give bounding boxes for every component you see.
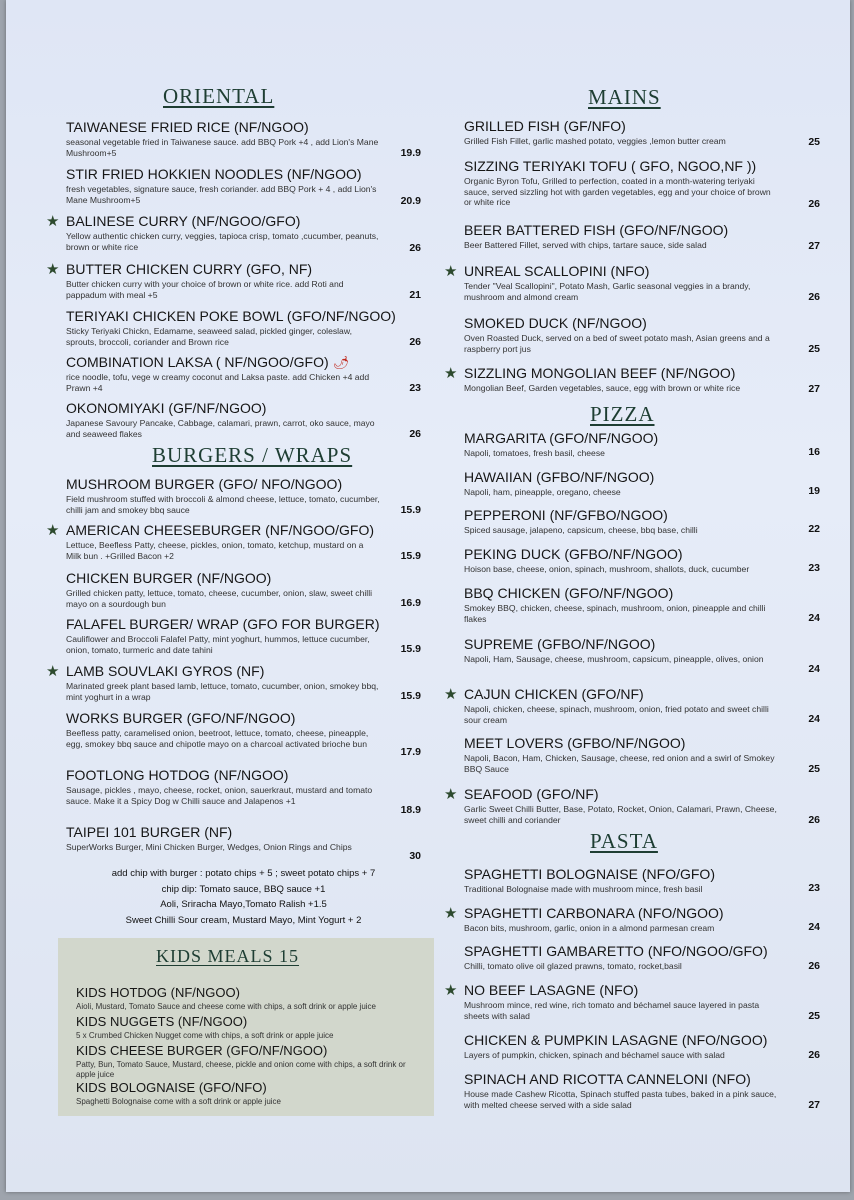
item-description: Field mushroom stuffed with broccoli & almond cheese, lettuce, tomato, cucumber, chilli jam and smokey bbq sauce <box>66 494 380 515</box>
item-name: HAWAIIAN (GFBO/NF/NGOO) <box>464 469 655 485</box>
item-name: SMOKED DUCK (NF/NGOO) <box>464 315 647 331</box>
item-price: 26 <box>808 960 820 972</box>
menu-item <box>46 213 421 254</box>
item-price: 16.9 <box>400 597 421 609</box>
item-name: SIZZING TERIYAKI TOFU ( GFO, NGOO,NF )) <box>464 158 757 174</box>
menu-item <box>464 469 820 497</box>
item-price: 23 <box>409 382 421 394</box>
item-price: 27 <box>808 1099 820 1111</box>
star-icon: ★ <box>444 905 458 922</box>
item-name: LAMB SOUVLAKI GYROS (NF) <box>66 663 265 679</box>
item-description: Napoli, tomatoes, fresh basil, cheese <box>464 448 605 458</box>
item-name: SPINACH AND RICOTTA CANNELONI (NFO) <box>464 1071 751 1087</box>
menu-item <box>444 686 820 725</box>
menu-item <box>46 522 421 562</box>
item-name: MARGARITA (GFO/NF/NGOO) <box>464 430 659 446</box>
star-icon: ★ <box>46 663 60 680</box>
item-price: 16 <box>808 446 820 458</box>
item-description: Tender "Veal Scallopini", Potato Mash, Garlic seasonal veggies in a brandy, mushroom and almond cream <box>464 281 751 302</box>
menu-item <box>444 263 820 303</box>
star-icon: ★ <box>46 261 60 278</box>
menu-item <box>66 710 421 758</box>
menu-item <box>464 636 820 675</box>
menu-page <box>6 0 850 1192</box>
menu-item <box>444 982 820 1022</box>
item-name: CAJUN CHICKEN (GFO/NF) <box>464 686 644 702</box>
menu-item <box>464 158 820 210</box>
pasta-heading: PASTA <box>590 829 658 853</box>
menu-item <box>464 1032 820 1061</box>
addons-line: add chip with burger : potato chips + 5 ; sweet potato chips + 7 <box>111 868 376 879</box>
menu-item <box>66 616 421 655</box>
item-name: UNREAL SCALLOPINI (NFO) <box>464 263 650 279</box>
addons-note <box>66 866 421 928</box>
item-price: 26 <box>808 1049 820 1061</box>
item-price: 24 <box>808 713 820 725</box>
item-description: Layers of pumpkin, chicken, spinach and béchamel sauce with salad <box>464 1050 725 1060</box>
item-description: Napoli, ham, pineapple, oregano, cheese <box>464 487 621 497</box>
menu-item <box>66 308 421 348</box>
menu-item <box>66 166 421 207</box>
item-price: 15.9 <box>400 504 421 516</box>
item-price: 18.9 <box>400 804 421 816</box>
item-price: 15.9 <box>400 643 421 655</box>
item-price: 20.9 <box>400 195 421 207</box>
kids-meals-box <box>58 938 434 1116</box>
item-description: Garlic Sweet Chilli Butter, Base, Potato, Rocket, Onion, Calamari, Prawn, Cheese, sweet chilli and coriander <box>464 804 777 825</box>
menu-item <box>444 905 820 933</box>
item-description: Spiced sausage, jalapeno, capsicum, cheese, bbq base, chilli <box>464 525 698 535</box>
oriental-heading: ORIENTAL <box>163 84 275 108</box>
item-name: KIDS NUGGETS (NF/NGOO) <box>76 1014 248 1029</box>
item-name: MEET LOVERS (GFBO/NF/NGOO) <box>464 735 686 751</box>
chili-icon: 🌶 <box>332 355 350 370</box>
item-description: Cauliflower and Broccoli Falafel Patty, mint yoghurt, hummos, lettuce cucumber, onion, tomato, turmeric and date tahini <box>66 634 370 655</box>
item-description: Spaghetti Bolognaise come with a soft drink or apple juice <box>76 1097 282 1106</box>
item-description: Grilled chicken patty, lettuce, tomato, cheese, cucumber, onion, slaw, sweet chilli mayo on a sourdough bun <box>66 588 373 609</box>
menu-item <box>464 943 820 972</box>
item-description: Organic Byron Tofu, Grilled to perfection, coated in a month-watering teriyaki sauce, served sizzling hot with garden vegetables, egg and your choice of brown or white rice <box>464 176 771 207</box>
item-name: CHICKEN & PUMPKIN LASAGNE (NFO/NGOO) <box>464 1032 768 1048</box>
item-description: Butter chicken curry with your choice of brown or white rice. add Roti and pappadum with meal +5 <box>66 279 344 300</box>
item-price: 25 <box>808 136 820 148</box>
item-price: 26 <box>808 291 820 303</box>
addons-line: chip dip: Tomato sauce, BBQ sauce +1 <box>161 883 326 895</box>
item-name: AMERICAN CHEESEBURGER (NF/NGOO/GFO) <box>66 522 375 538</box>
kids-item <box>76 1079 426 1107</box>
item-description: Sausage, pickles , mayo, cheese, rocket, onion, sauerkraut, mustard and tomato sauce. Make it a Spicy Dog w Chilli sauce and Jalapenos +1 <box>66 785 373 806</box>
menu-item <box>464 507 820 535</box>
item-name: SEAFOOD (GFO/NF) <box>464 786 599 802</box>
item-price: 23 <box>808 882 820 894</box>
item-name: SPAGHETTI CARBONARA (NFO/NGOO) <box>464 905 724 921</box>
item-price: 26 <box>409 336 421 348</box>
item-price: 24 <box>808 663 820 675</box>
star-icon: ★ <box>444 263 458 280</box>
item-description: Yellow authentic chicken curry, veggies, tapioca crisp, tomato ,cucumber, peanuts, brown or white rice <box>66 231 379 252</box>
item-name: KIDS HOTDOG (NF/NGOO) <box>76 985 240 1000</box>
item-name: MUSHROOM BURGER (GFO/ NFO/NGOO) <box>66 476 343 492</box>
item-name: NO BEEF LASAGNE (NFO) <box>464 982 639 998</box>
item-name: BBQ CHICKEN (GFO/NF/NGOO) <box>464 585 674 601</box>
item-price: 21 <box>409 289 421 301</box>
item-price: 22 <box>808 523 820 535</box>
star-icon: ★ <box>46 213 60 230</box>
item-description: 5 x Crumbed Chicken Nugget come with chips, a soft drink or apple juice <box>76 1031 334 1040</box>
item-name: PEKING DUCK (GFBO/NF/NGOO) <box>464 546 683 562</box>
item-description: Sticky Teriyaki Chickn, Edamame, seaweed salad, pickled ginger, coleslaw, sprouts, broccoli, coriander and Brown rice <box>66 326 352 347</box>
menu-item <box>464 1071 820 1111</box>
item-description: Napoli, Bacon, Ham, Chicken, Sausage, cheese, red onion and a swirl of Smokey BBQ Sauce <box>464 753 775 774</box>
item-description: SuperWorks Burger, Mini Chicken Burger, Wedges, Onion Rings and Chips <box>66 842 352 852</box>
item-price: 27 <box>808 240 820 252</box>
item-description: Traditional Bolognaise made with mushroom mince, fresh basil <box>464 884 703 894</box>
addons-line: Aoli, Sriracha Mayo,Tomato Ralish +1.5 <box>160 899 327 910</box>
item-description: seasonal vegetable fried in Taiwanese sauce. add BBQ Pork +4 , add Lion's Mane Mushroom+5 <box>66 137 379 158</box>
kids-item <box>76 984 426 1012</box>
menu-item <box>464 430 820 458</box>
item-description: Napoli, Ham, Sausage, cheese, mushroom, capsicum, pineapple, olives, onion <box>464 654 764 664</box>
item-name: TAIPEI 101 BURGER (NF) <box>66 824 233 840</box>
item-description: Beefless patty, caramelised onion, beetroot, lettuce, tomato, cheese, pineapple, egg, smokey bbq sauce and chipotle mayo on a charcoal activated brioche bun <box>66 728 369 749</box>
menu-item <box>66 824 421 862</box>
item-name: SUPREME (GFBO/NF/NGOO) <box>464 636 656 652</box>
item-price: 26 <box>808 814 820 826</box>
item-description: rice noodle, tofu, vege w creamy coconut and Laksa paste. add Chicken +4 add Prawn +4 <box>66 372 370 393</box>
item-name <box>66 354 421 371</box>
mains-heading: MAINS <box>588 85 661 109</box>
menu-item <box>464 735 820 775</box>
item-name: TERIYAKI CHICKEN POKE BOWL (GFO/NF/NGOO) <box>66 308 396 324</box>
menu-item <box>464 546 820 574</box>
item-name: SPAGHETTI GAMBARETTO (NFO/NGOO/GFO) <box>464 943 768 959</box>
item-name: BALINESE CURRY (NF/NGOO/GFO) <box>66 213 301 229</box>
item-description: Marinated greek plant based lamb, lettuce, tomato, cucumber, onion, smokey bbq, mint yoghurt in a wrap <box>66 681 379 702</box>
item-name-text: COMBINATION LAKSA ( NF/NGOO/GFO) <box>66 354 329 370</box>
item-name: PEPPERONI (NF/GFBO/NGOO) <box>464 507 668 523</box>
item-description: Mushroom mince, red wine, rich tomato and béchamel sauce layered in pasta sheets with salad <box>464 1000 760 1021</box>
item-description: House made Cashew Ricotta, Spinach stuffed pasta tubes, baked in a pink sauce, with melted cheese served with a side salad <box>464 1089 777 1110</box>
menu-item <box>66 354 421 394</box>
item-description: Lettuce, Beefless Patty, cheese, pickles, onion, tomato, ketchup, mustard on a Milk bun . +Grilled Bacon +2 <box>66 540 364 561</box>
kids-item <box>76 1013 426 1041</box>
item-price: 15.9 <box>400 690 421 702</box>
item-description: Beer Battered Fillet, served with chips, tartare sauce, side salad <box>464 240 707 250</box>
item-price: 27 <box>808 383 820 395</box>
kids-item <box>76 1042 426 1079</box>
item-description: Oven Roasted Duck, served on a bed of sweet potato mash, Asian greens and a raspberry port jus <box>464 333 770 354</box>
kids-heading: KIDS MEALS 15 <box>156 946 300 966</box>
menu-item <box>464 118 820 148</box>
item-name: FALAFEL BURGER/ WRAP (GFO FOR BURGER) <box>66 616 380 632</box>
item-name: TAIWANESE FRIED RICE (NF/NGOO) <box>66 119 309 135</box>
menu-item <box>464 585 820 624</box>
item-description: Mongolian Beef, Garden vegetables, sauce, egg with brown or white rice <box>464 383 741 393</box>
item-description: Patty, Bun, Tomato Sauce, Mustard, cheese, pickle and onion come with chips, a soft drink or apple juice <box>76 1060 406 1079</box>
item-price: 19.9 <box>400 147 421 159</box>
item-price: 24 <box>808 921 820 933</box>
star-icon: ★ <box>46 522 60 539</box>
item-price: 15.9 <box>400 550 421 562</box>
menu-item <box>66 400 421 440</box>
star-icon: ★ <box>444 982 458 999</box>
item-name: FOOTLONG HOTDOG (NF/NGOO) <box>66 767 289 783</box>
item-name: GRILLED FISH (GF/NFO) <box>464 118 626 134</box>
item-price: 19 <box>808 485 820 497</box>
item-price: 25 <box>808 343 820 355</box>
item-name: WORKS BURGER (GFO/NF/NGOO) <box>66 710 296 726</box>
menu-item <box>464 866 820 894</box>
item-name: OKONOMIYAKI (GF/NF/NGOO) <box>66 400 267 416</box>
item-name: SPAGHETTI BOLOGNAISE (NFO/GFO) <box>464 866 715 882</box>
menu-item <box>66 476 421 516</box>
menu-item <box>66 767 421 816</box>
item-price: 24 <box>808 612 820 624</box>
menu-item <box>46 261 421 301</box>
item-price: 26 <box>808 198 820 210</box>
item-name: BEER BATTERED FISH (GFO/NF/NGOO) <box>464 222 729 238</box>
item-description: Napoli, chicken, cheese, spinach, mushroom, onion, fried potato and sweet chilli sour cream <box>464 704 769 725</box>
item-name: BUTTER CHICKEN CURRY (GFO, NF) <box>66 261 313 277</box>
item-price: 26 <box>409 242 421 254</box>
star-icon: ★ <box>444 786 458 803</box>
item-price: 30 <box>409 850 421 862</box>
menu-item <box>46 663 421 702</box>
item-price: 23 <box>808 562 820 574</box>
menu-item <box>444 365 820 395</box>
item-description: Bacon bits, mushroom, garlic, onion in a almond parmesan cream <box>464 923 715 933</box>
menu-item <box>464 315 820 355</box>
menu-item <box>66 119 421 159</box>
item-price: 26 <box>409 428 421 440</box>
item-description: Chilli, tomato olive oil glazed prawns, tomato, rocket,basil <box>464 961 682 971</box>
item-name: CHICKEN BURGER (NF/NGOO) <box>66 570 272 586</box>
menu-item <box>444 786 820 826</box>
item-description: Hoison base, cheese, onion, spinach, mushroom, shallots, duck, cucumber <box>464 564 750 574</box>
item-name: KIDS BOLOGNAISE (GFO/NFO) <box>76 1080 267 1095</box>
star-icon: ★ <box>444 365 458 382</box>
addons-line: Sweet Chilli Sour cream, Mustard Mayo, Mint Yogurt + 2 <box>125 914 362 926</box>
menu-item <box>66 570 421 609</box>
item-name: STIR FRIED HOKKIEN NOODLES (NF/NGOO) <box>66 166 362 182</box>
item-name: SIZZLING MONGOLIAN BEEF (NF/NGOO) <box>464 365 736 381</box>
star-icon: ★ <box>444 686 458 703</box>
item-description: fresh vegetables, signature sauce, fresh coriander. add BBQ Pork + 4 , add Lion's Mane Mushroom+5 <box>66 184 377 205</box>
burgers-heading: BURGERS / WRAPS <box>152 443 353 467</box>
pizza-heading: PIZZA <box>590 402 655 426</box>
item-name: KIDS CHEESE BURGER (GFO/NF/NGOO) <box>76 1043 328 1058</box>
menu-item <box>464 222 820 252</box>
item-description: Grilled Fish Fillet, garlic mashed potato, veggies ,lemon butter cream <box>464 136 726 146</box>
item-price: 25 <box>808 763 820 775</box>
item-price: 25 <box>808 1010 820 1022</box>
item-description: Smokey BBQ, chicken, cheese, spinach, mushroom, onion, pineapple and chilli flakes <box>464 603 766 624</box>
item-description: Aioli, Mustard, Tomato Sauce and cheese come with chips, a soft drink or apple juice <box>76 1002 377 1011</box>
item-description: Japanese Savoury Pancake, Cabbage, calamari, prawn, carrot, oko sauce, mayo and seaweed flakes <box>66 418 375 439</box>
item-price: 17.9 <box>400 746 421 758</box>
